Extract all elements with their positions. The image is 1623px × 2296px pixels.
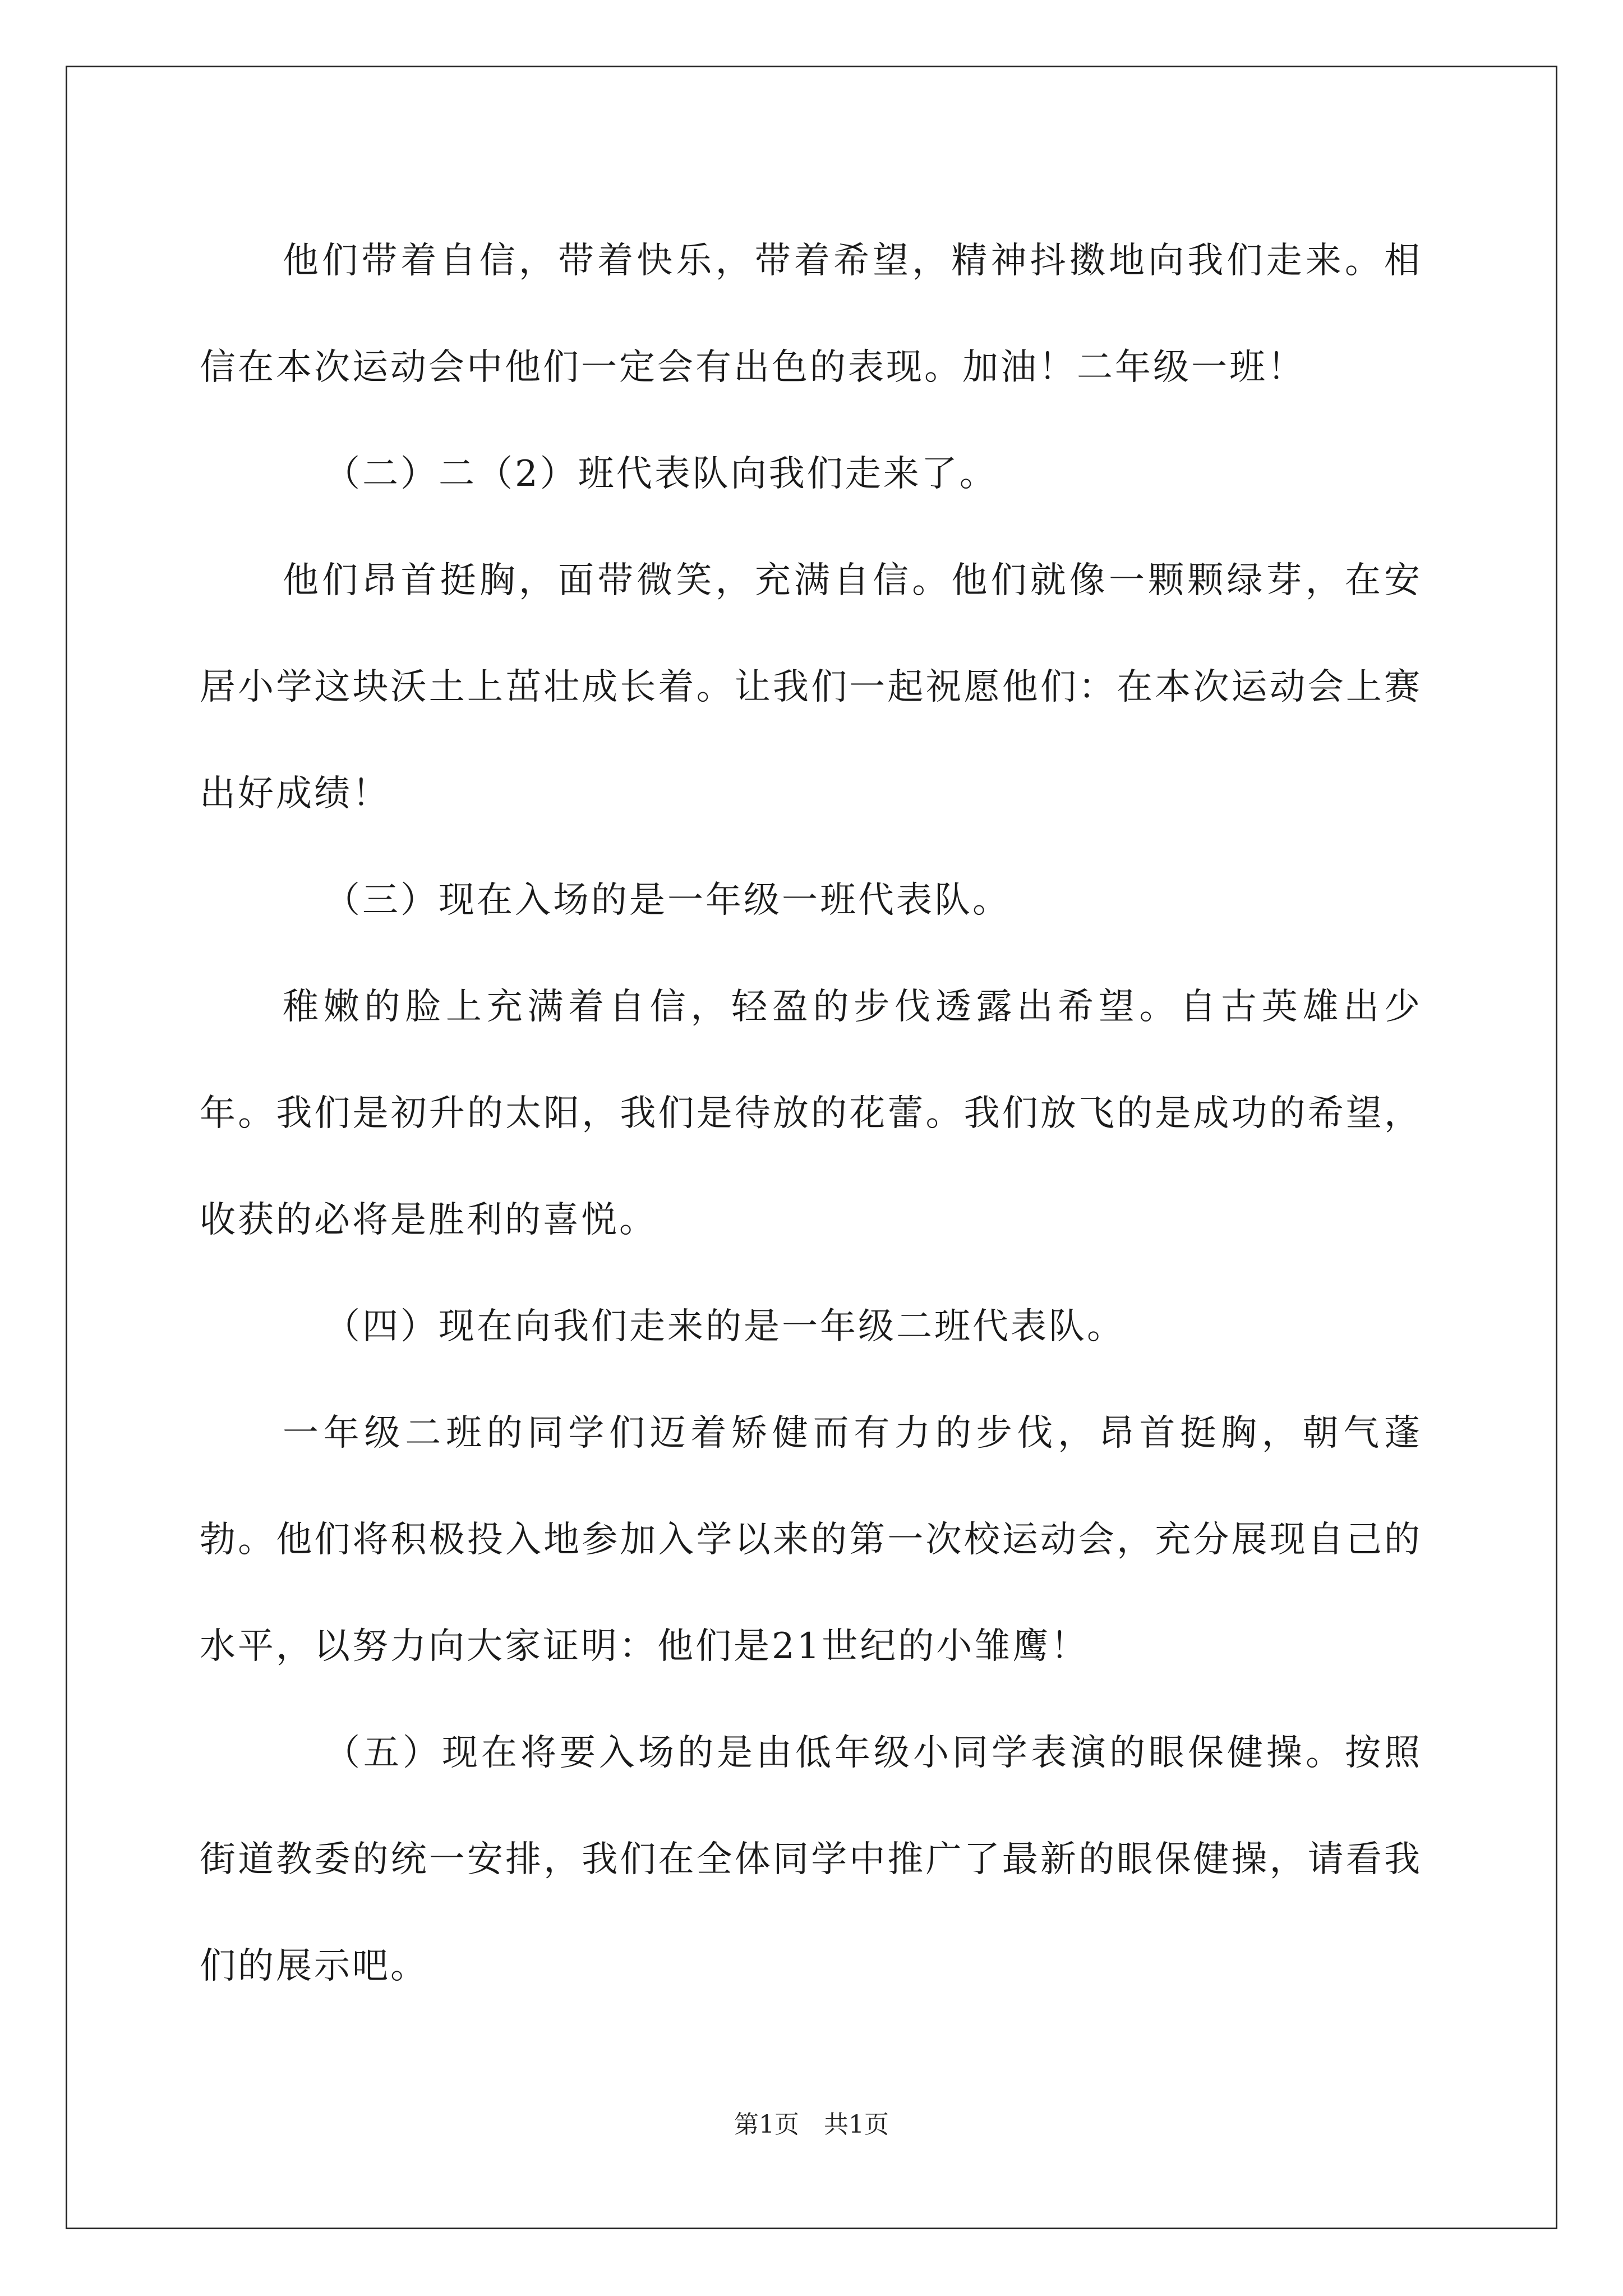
paragraph: 他们昂首挺胸，面带微笑，充满自信。他们就像一颗颗绿芽，在安居小学这块沃土上茁壮成长着。让我们一起祝愿他们：在本次运动会上赛出好成绩！ xyxy=(200,560,1422,815)
section-heading: （二）二（2）班代表队向我们走来了。 xyxy=(324,453,998,495)
page-footer: 第1页 共1页 xyxy=(734,2110,889,2139)
paragraph: 他们带着自信，带着快乐，带着希望，精神抖擞地向我们走来。相信在本次运动会中他们一定会有出色的表现。加油！二年级一班！ xyxy=(200,240,1422,388)
document-body xyxy=(200,208,1422,2019)
section-heading: （五）现在将要入场的是由低年级小同学表演的眼保健操。按照街道教委的统一安排，我们在全体同学中推广了最新的眼保健操，请看我们的展示吧。 xyxy=(200,1732,1422,1987)
paragraph: 一年级二班的同学们迈着矫健而有力的步伐，昂首挺胸，朝气蓬勃。他们将积极投入地参加入学以来的第一次校运动会，充分展现自己的水平，以努力向大家证明：他们是21世纪的小雏鹰！ xyxy=(200,1412,1422,1667)
section-heading: （三）现在入场的是一年级一班代表队。 xyxy=(324,880,1011,921)
section-heading: （四）现在向我们走来的是一年级二班代表队。 xyxy=(324,1306,1125,1347)
paragraph: 稚嫩的脸上充满着自信，轻盈的步伐透露出希望。自古英雄出少年。我们是初升的太阳，我们是待放的花蕾。我们放飞的是成功的希望，收获的必将是胜利的喜悦。 xyxy=(200,986,1422,1241)
